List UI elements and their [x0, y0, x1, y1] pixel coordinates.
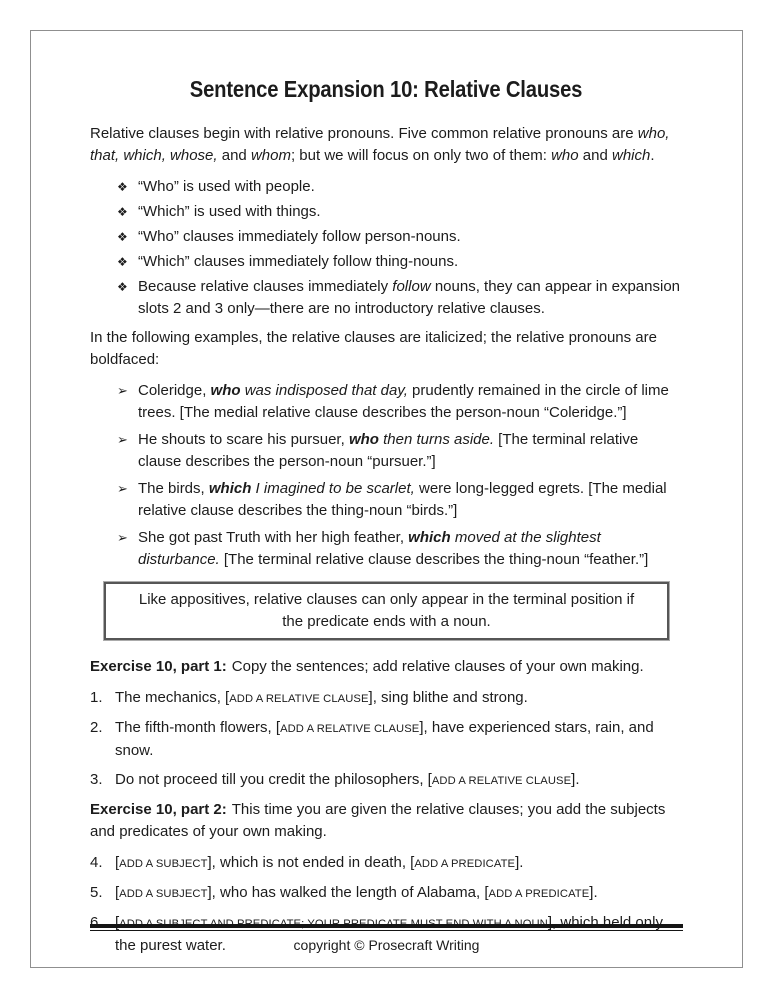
numbered-item	[90, 852, 683, 875]
text-run: “Which” is used with things.	[138, 203, 321, 220]
numbered-item	[90, 717, 683, 762]
diamond-bullet-icon: ❖	[117, 255, 128, 269]
text-run: [	[115, 914, 120, 931]
exercise2-heading	[90, 799, 683, 843]
example-item	[117, 478, 683, 522]
text-run: In the following examples, the relative clauses are italicized; the relative pronouns are boldfaced:	[90, 329, 657, 368]
item-text	[115, 852, 683, 875]
example-item	[117, 380, 683, 424]
exercise1-instructions: Copy the sentences; add relative clauses of your own making.	[231, 658, 644, 675]
text-run: Coleridge,	[138, 382, 211, 399]
list-item-text	[138, 226, 683, 248]
list-item-text	[138, 201, 683, 223]
text-run: [	[115, 884, 120, 901]
diamond-bullet-icon: ❖	[117, 280, 128, 294]
text-run: prudently remained in the circle of lime trees. [The medial relative clause describes the person-noun “Coleridge.”]	[138, 382, 669, 421]
text-run: were long-legged egrets. [The medial relative clause describes the thing-noun “birds.”]	[138, 480, 667, 519]
item-number: 5.	[90, 884, 103, 901]
text-run: [The terminal relative clause describes the person-noun “pursuer.”]	[138, 431, 639, 470]
text-run: The birds,	[138, 480, 209, 497]
item-number: 2.	[90, 719, 103, 736]
item-number: 4.	[90, 854, 103, 871]
list-item	[117, 276, 683, 320]
text-run: then turns aside.	[378, 431, 495, 448]
page-title	[90, 75, 683, 103]
text-run: “Which” clauses immediately follow thing-nouns.	[138, 253, 459, 270]
worksheet-page	[30, 30, 743, 968]
text-run: who	[348, 431, 379, 448]
list-item	[117, 226, 683, 248]
item-text	[115, 687, 683, 710]
exercise1-label: Exercise 10, part 1:	[90, 658, 227, 675]
item-text	[115, 882, 683, 905]
copyright-text: copyright © Prosecraft Writing	[293, 937, 480, 953]
list-item	[117, 201, 683, 223]
text-run: was indisposed that day,	[240, 382, 408, 399]
arrow-bullet-list	[117, 380, 683, 571]
text-run: He shouts to scare his pursuer,	[138, 431, 349, 448]
text-run: ADD A RELATIVE CLAUSE	[431, 775, 572, 787]
text-run: ].	[589, 884, 598, 901]
arrow-bullet-icon: ➢	[117, 432, 128, 447]
text-run: ADD A SUBJECT	[119, 888, 208, 900]
text-run: and	[578, 147, 612, 164]
text-run: follow	[392, 278, 431, 295]
text-run: ], have experienced stars, rain, and snow.	[115, 719, 654, 759]
footer-divider	[90, 924, 683, 931]
text-run: ], who has walked the length of Alabama, [	[207, 884, 489, 901]
example-item-text	[138, 527, 683, 571]
item-text	[115, 769, 683, 792]
arrow-bullet-icon: ➢	[117, 481, 128, 496]
note-box: Like appositives, relative clauses can only appear in the terminal position if the predicate ends with a noun.	[104, 582, 669, 640]
text-run: whom	[250, 147, 291, 164]
text-run: ADD A RELATIVE CLAUSE	[229, 693, 369, 705]
text-run: ], which held only the purest water.	[115, 914, 663, 954]
text-run: Do not proceed till you credit the philosophers, [	[115, 771, 432, 788]
item-number: 1.	[90, 689, 103, 706]
list-item-text	[138, 176, 683, 198]
text-run: [	[115, 854, 120, 871]
text-run: which	[208, 480, 252, 497]
text-run: ; but we will focus on only two of them:	[290, 147, 552, 164]
text-run: nouns, they can appear in expansion slots 2 and 3 only—there are no introductory relative clauses.	[138, 278, 681, 317]
text-run: She got past Truth with her high feather,	[138, 529, 409, 546]
examples-intro-paragraph	[90, 327, 683, 371]
numbered-item	[90, 769, 683, 792]
text-run: I imagined to be scarlet,	[251, 480, 415, 497]
text-run: ADD A PREDICATE	[414, 858, 516, 870]
text-run: The fifth-month flowers, [	[115, 719, 281, 736]
item-number: 6.	[90, 914, 103, 931]
arrow-bullet-icon: ➢	[117, 383, 128, 398]
exercise2-instructions: This time you are given the relative clauses; you add the subjects and predicates of your own making.	[90, 801, 666, 840]
text-run: ADD A SUBJECT AND PREDICATE; YOUR PREDICATE MUST END WITH A NOUN	[119, 918, 548, 930]
numbered-item	[90, 882, 683, 905]
diamond-bullet-icon: ❖	[117, 230, 128, 244]
example-item-text	[138, 478, 683, 522]
diamond-bullet-icon: ❖	[117, 180, 128, 194]
text-run: which	[612, 147, 651, 164]
text-run: [The terminal relative clause describes the thing-noun “feather.”]	[219, 551, 649, 568]
text-run: ].	[571, 771, 580, 788]
text-run: The mechanics, [	[115, 689, 230, 706]
text-run: “Who” is used with people.	[138, 178, 315, 195]
item-number: 3.	[90, 771, 103, 788]
intro-paragraph	[90, 123, 683, 167]
part1-item-list	[90, 687, 683, 792]
text-run: ADD A PREDICATE	[488, 888, 590, 900]
text-run: who, that, which, whose,	[90, 125, 670, 164]
text-run: moved at the slightest disturbance.	[138, 529, 601, 568]
text-run: ], sing blithe and strong.	[368, 689, 528, 706]
page-title-text: Sentence Expansion 10: Relative Clauses	[190, 76, 583, 102]
text-run: ].	[515, 854, 524, 871]
example-item	[117, 527, 683, 571]
example-item-text	[138, 380, 683, 424]
text-run: which	[408, 529, 451, 546]
exercise2-label: Exercise 10, part 2:	[90, 801, 227, 818]
example-item-text	[138, 429, 683, 473]
list-item	[117, 176, 683, 198]
list-item-text	[138, 251, 683, 273]
item-text	[115, 717, 683, 762]
text-run: .	[650, 147, 655, 164]
diamond-bullet-list	[117, 176, 683, 320]
example-item	[117, 429, 683, 473]
text-run: Relative clauses begin with relative pronouns. Five common relative pronouns are	[90, 125, 638, 142]
list-item-text	[138, 276, 683, 320]
text-run: Because relative clauses immediately	[138, 278, 393, 295]
list-item	[117, 251, 683, 273]
diamond-bullet-icon: ❖	[117, 205, 128, 219]
text-run: who	[551, 147, 579, 164]
text-run: who	[210, 382, 241, 399]
numbered-item	[90, 687, 683, 710]
text-run: ], which is not ended in death, [	[207, 854, 415, 871]
exercise1-heading	[90, 656, 683, 678]
arrow-bullet-icon: ➢	[117, 530, 128, 545]
text-run: and	[217, 147, 251, 164]
text-run: “Who” clauses immediately follow person-nouns.	[138, 228, 461, 245]
page-footer	[90, 924, 683, 954]
text-run: ADD A RELATIVE CLAUSE	[280, 723, 420, 735]
text-run: ADD A SUBJECT	[119, 858, 208, 870]
